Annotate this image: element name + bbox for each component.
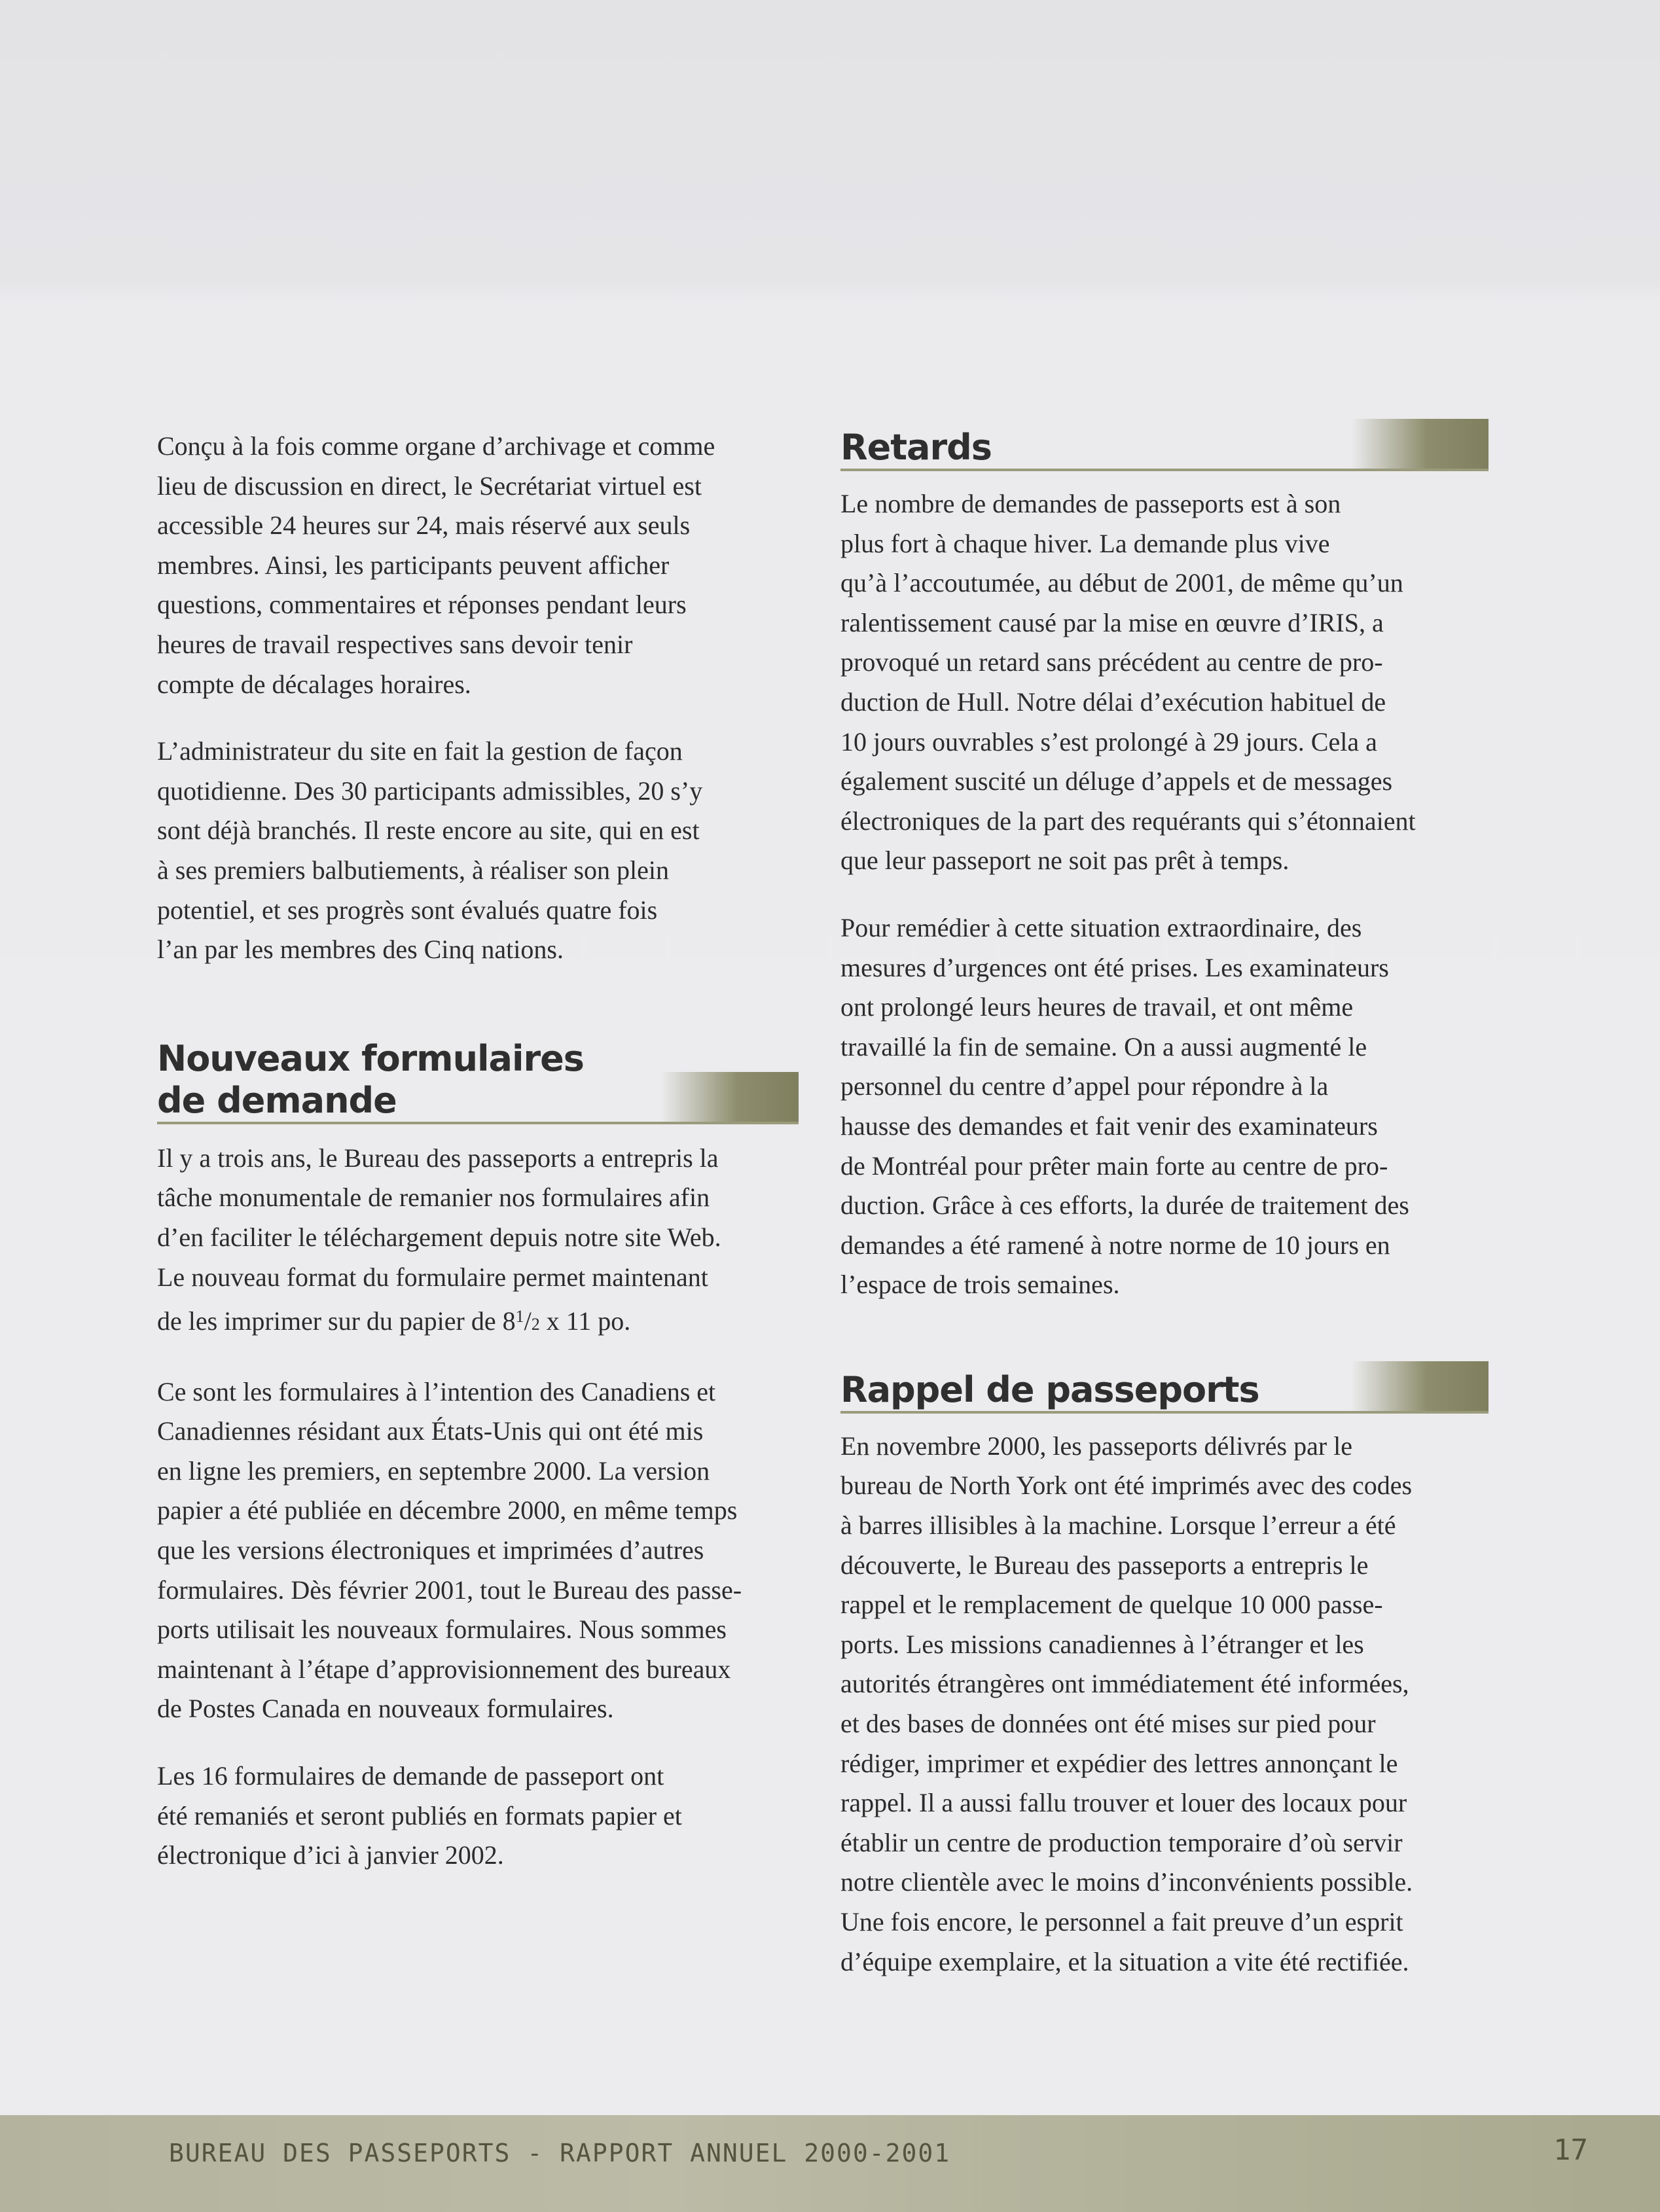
right-column — [840, 427, 1489, 1982]
paragraph-text: Il y a trois ans, le Bureau des passeports a entrepris la tâche monumentale de remanier nos formulaires afin d’en faciliter le téléchargement depuis notre site Web. Le nouveau format du formulaire permet maintenant de les imprimer sur du papier de 8 — [157, 1143, 721, 1336]
heading-accent-bar — [1351, 1361, 1489, 1411]
heading-line-1: Nouveaux formulaires — [157, 1037, 584, 1079]
fraction-denominator: 2 — [531, 1315, 540, 1334]
section-heading-nouveaux-formulaires — [157, 1038, 799, 1124]
fraction-slash: / — [524, 1306, 532, 1336]
section-heading-rappel — [840, 1369, 1489, 1414]
paragraph-rappel-north-york: En novembre 2000, les passeports délivrés par le bureau de North York ont été imprimés avec des codes à barres illisibles à la machine. Lorsque l’erreur a été découverte, le Bureau des passeports a entrepris le rappel et le remplacement de quelque 10 000 passe- ports. Les missions canadiennes à l’étranger et les autorités étrangères ont immédiatement été informées, et des bases de données ont été mises sur pied pour rédiger, imprimer et expédier des lettres annonçant le rappel. Il a aussi fallu trouver et louer des locaux pour établir un centre de production temporaire d’où servir notre clientèle avec le moins d’inconvénients possible. Une fois encore, le personnel a fait preuve d’un esprit d’équipe exemplaire, et la situation a vite été rectifiée. — [840, 1431, 1413, 1976]
left-column — [157, 427, 799, 1876]
heading-accent-bar — [1351, 419, 1489, 469]
footer-band — [0, 2115, 1660, 2212]
paragraph-text-end: x 11 po. — [539, 1306, 631, 1336]
paragraph-remaniement-formulaires — [157, 1139, 799, 1345]
heading-retards: Retards — [840, 427, 992, 468]
paragraph-mesures-urgence: Pour remédier à cette situation extraordinaire, des mesures d’urgences ont été prises. Les examinateurs ont prolongé leurs heures de travail, et ont même travaillé la fin de semaine. On a aussi augmenté le personnel du centre d’appel pour répondre à la hausse des demandes et fait venir des examinateurs de Montréal pour prêter main forte au centre de pro- duction. Grâce à ces efforts, la durée de traitement des demandes a été ramené à notre norme de 10 jours en l’espace de trois semaines. — [840, 912, 1409, 1300]
heading-accent-bar — [661, 1072, 799, 1122]
paragraph-formulaires-etats-unis: Ce sont les formulaires à l’intention des Canadiens et Canadiennes résidant aux États-Unis qui ont été mis en ligne les premiers, en septembre 2000. La version papier a été publiée en décembre 2000, en même temps que les versions électroniques et imprimées d’autres formulaires. Dès février 2001, tout le Bureau des passe- ports utilisait les nouveaux formulaires. Nous sommes maintenant à l’étape d’approvisionnement des bureaux de Postes Canada en nouveaux formulaires. — [157, 1376, 742, 1724]
paragraph-retard-hiver: Le nombre de demandes de passeports est à son plus fort à chaque hiver. La demande plus vive qu’à l’accoutumée, au début de 2001, de même qu’un ralentissement causé par la mise en œuvre d’IRIS, a provoqué un retard sans précédent au centre de pro- duction de Hull. Notre délai d’exécution habituel de 10 jours ouvrables s’est prolongé à 29 jours. Cela a également suscité un déluge d’appels et de messages électroniques de la part des requérants qui s’étonnaient que leur passeport ne soit pas prêt à temps. — [840, 489, 1416, 876]
page-number: 17 — [1553, 2133, 1588, 2167]
fraction-numerator: 1 — [515, 1307, 524, 1327]
footer-running-title: BUREAU DES PASSEPORTS - RAPPORT ANNUEL 2000-2001 — [169, 2139, 951, 2167]
paragraph-16-formulaires: Les 16 formulaires de demande de passeport ont été remaniés et seront publiés en formats papier et électronique d’ici à janvier 2002. — [157, 1761, 682, 1870]
paragraph-secretariat-virtuel: Conçu à la fois comme organe d’archivage et comme lieu de discussion en direct, le Secrétariat virtuel est accessible 24 heures sur 24, mais réservé aux seuls membres. Ainsi, les participants peuvent afficher questions, commentaires et réponses pendant leurs heures de travail respectives sans devoir tenir compte de décalages horaires. — [157, 431, 715, 699]
paragraph-administrateur: L’administrateur du site en fait la gestion de façon quotidienne. Des 30 participants admissibles, 20 s’y sont déjà branchés. Il reste encore au site, qui en est à ses premiers balbutiements, à réaliser son plein potentiel, et ses progrès sont évalués quatre fois l’an par les membres des Cinq nations. — [157, 736, 703, 965]
heading-rappel: Rappel de passeports — [840, 1368, 1259, 1410]
section-heading-retards — [840, 427, 1489, 471]
heading-line-2: de demande — [157, 1079, 397, 1121]
